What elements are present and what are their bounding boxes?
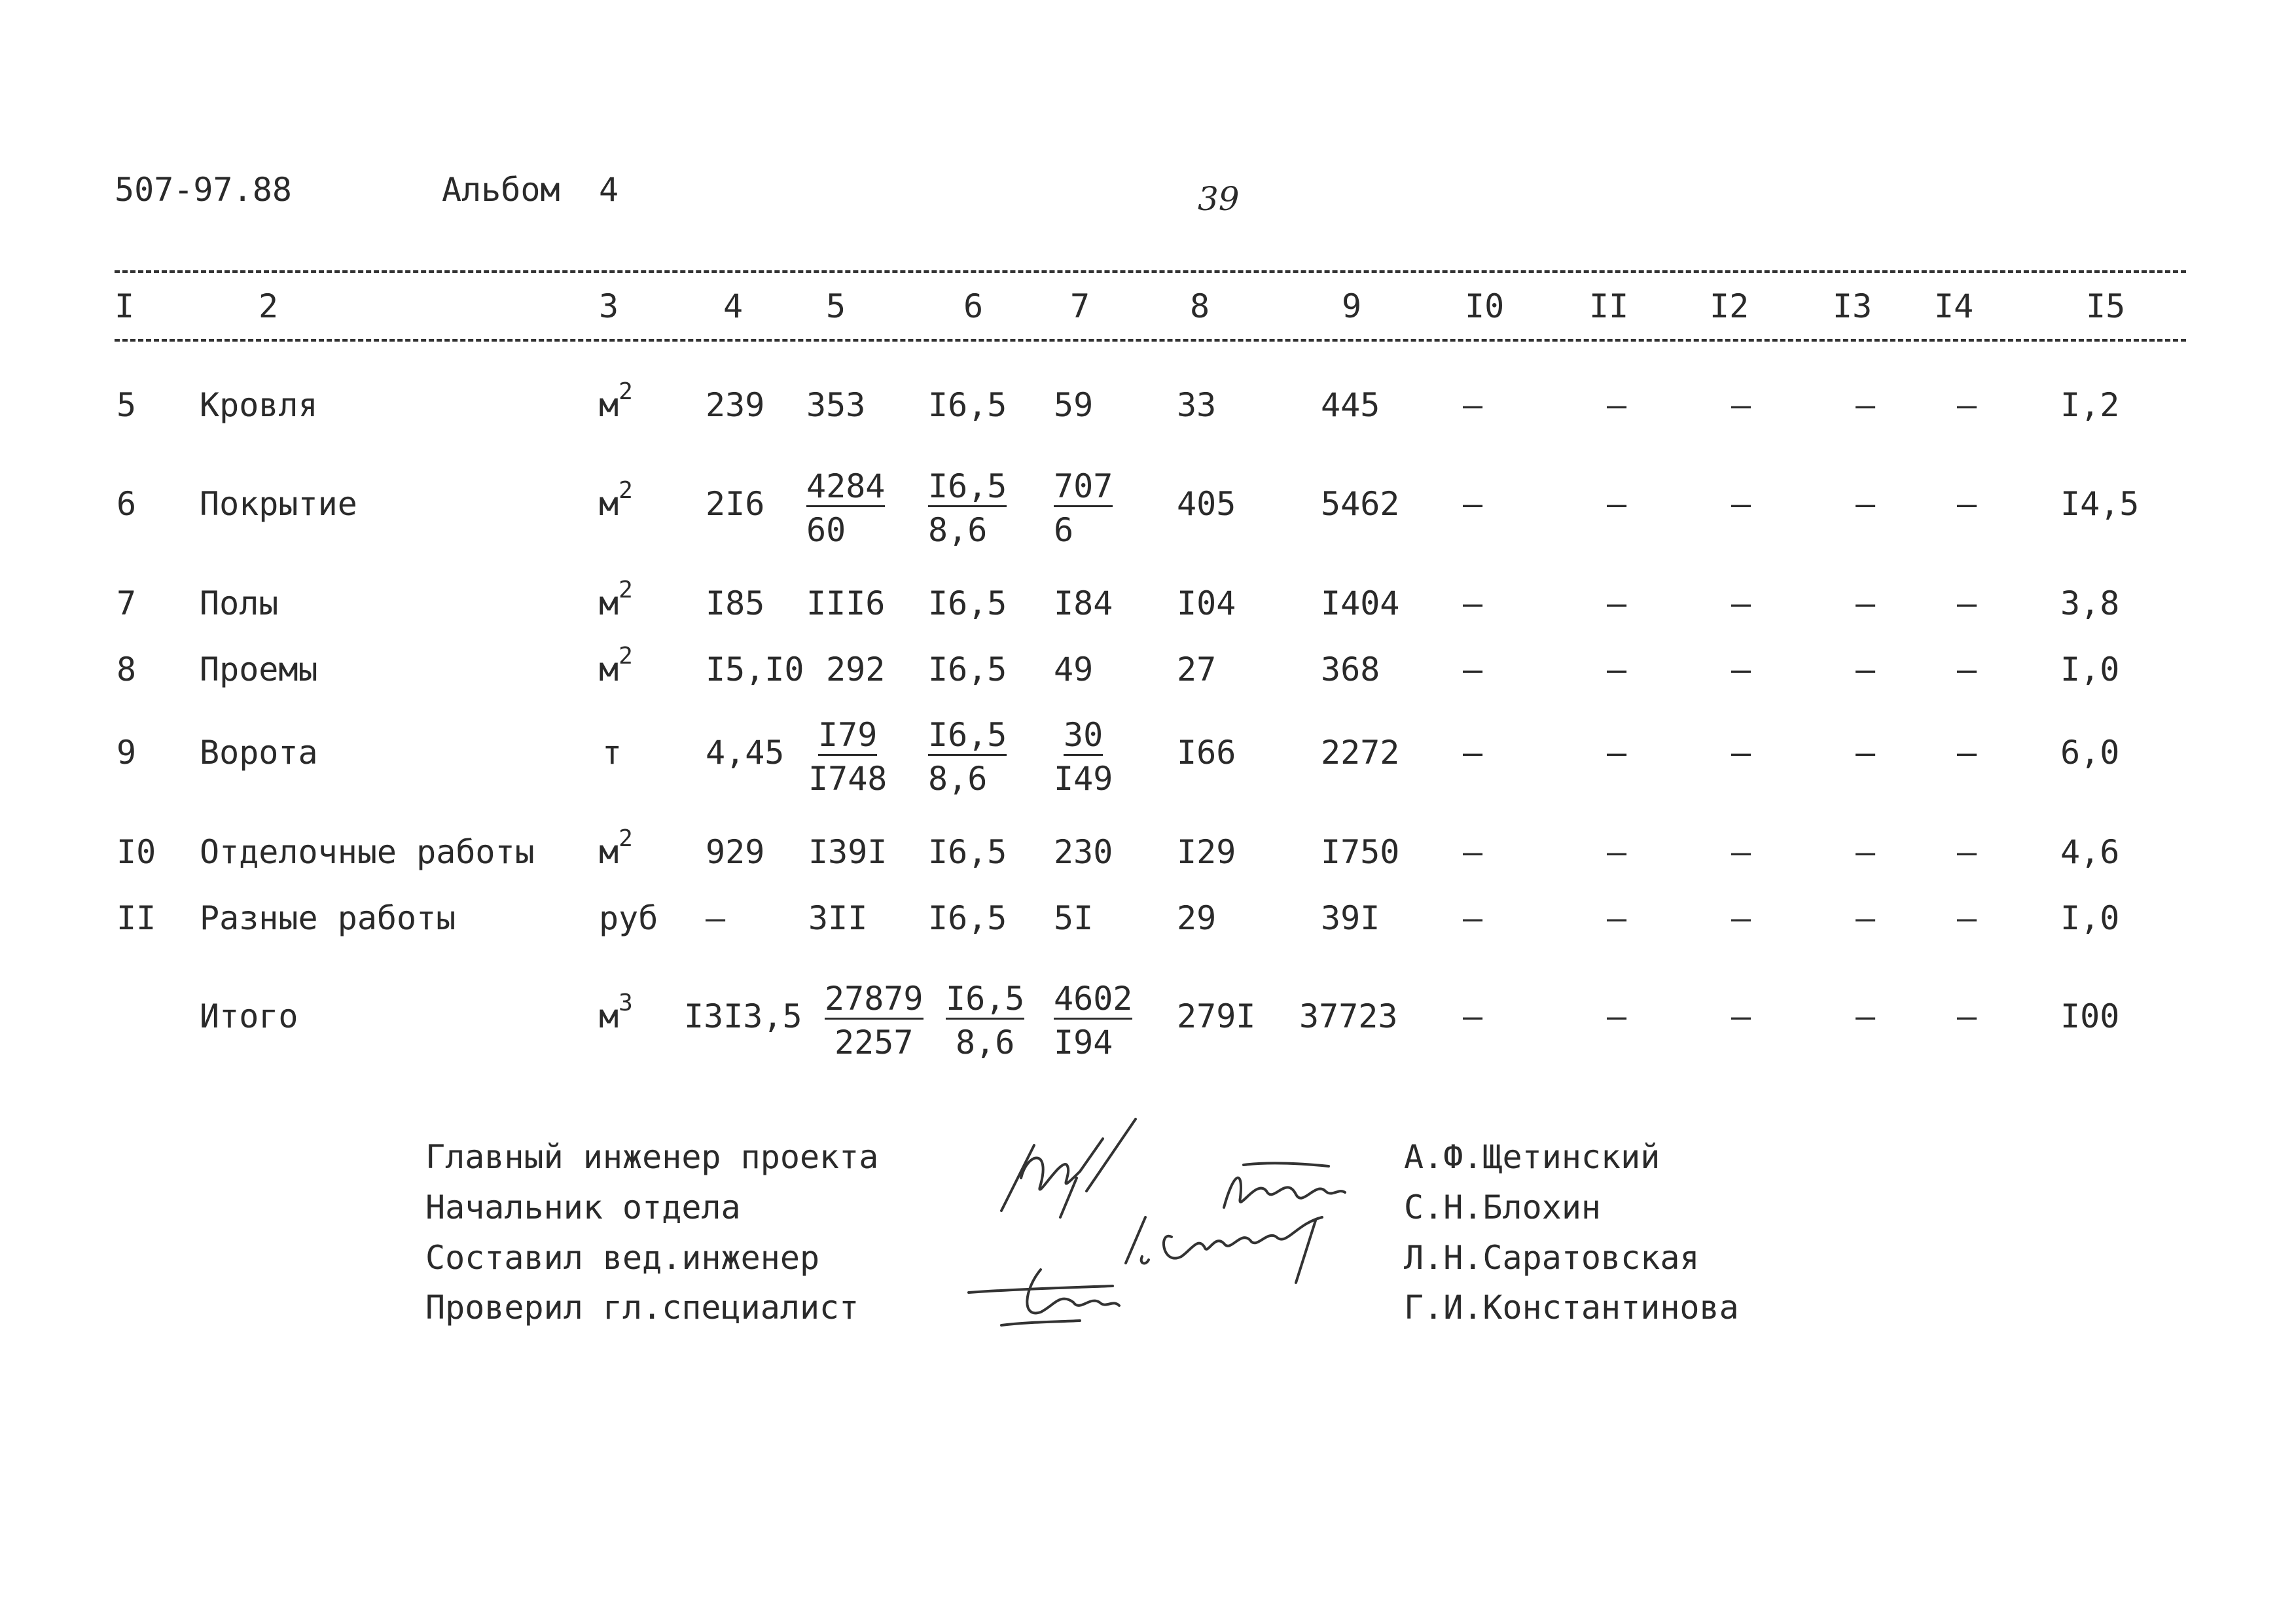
cell-c7-fraction [1054, 716, 1113, 798]
cell-c15: 3,8 [2060, 584, 2120, 622]
row-number: 7 [117, 584, 137, 622]
cell-c15: I,0 [2060, 651, 2120, 688]
cell-c12: – [1731, 485, 1751, 523]
cell-c7-fraction [1054, 982, 1132, 1059]
cell-c4: I5,I0 [706, 651, 804, 688]
row-name: Отделочные работы [200, 833, 535, 871]
document-code: 507-97.88 [115, 171, 292, 209]
col-header-11: II [1589, 287, 1629, 325]
col-header-13: I3 [1833, 287, 1873, 325]
fraction-numerator: 707 [1054, 470, 1113, 507]
col-header-4: 4 [723, 287, 744, 325]
row-unit: т [602, 734, 622, 772]
col-header-3: 3 [599, 287, 619, 325]
cell-c6: I6,5 [928, 833, 1007, 871]
col-header-12: I2 [1710, 287, 1749, 325]
row-number: II [117, 899, 156, 937]
cell-c10: – [1463, 899, 1483, 937]
col-header-9: 9 [1342, 287, 1362, 325]
signer-role: Составил вед.инженер [425, 1239, 820, 1277]
cell-c6-fraction [946, 982, 1024, 1059]
row-number: 6 [117, 485, 137, 523]
fraction-denominator: 8,6 [928, 760, 988, 798]
cell-c5: 292 [826, 651, 886, 688]
col-header-14: I4 [1934, 287, 1974, 325]
fraction-denominator: 8,6 [928, 511, 988, 549]
fraction-numerator: 27879 [825, 982, 924, 1020]
cell-c5-fraction [806, 467, 886, 549]
cell-c8: I66 [1177, 734, 1236, 772]
cell-c8: I29 [1177, 833, 1236, 871]
cell-c14: – [1957, 997, 1977, 1035]
fraction-denominator: 6 [1054, 511, 1074, 549]
row-name: Полы [200, 584, 279, 622]
cell-c8: 27 [1177, 651, 1217, 688]
cell-c10: – [1463, 386, 1483, 424]
fraction-denominator: I748 [808, 760, 888, 798]
col-header-7: 7 [1070, 287, 1090, 325]
cell-c14: – [1957, 899, 1977, 937]
cell-c13: – [1856, 899, 1876, 937]
cell-c7: 49 [1054, 651, 1094, 688]
cell-c14: – [1957, 386, 1977, 424]
cell-c15: I,0 [2060, 899, 2120, 937]
cell-c8: 405 [1177, 485, 1236, 523]
cell-c5: 353 [806, 386, 866, 424]
fraction-denominator: I49 [1054, 760, 1113, 798]
cell-c11: – [1607, 584, 1627, 622]
cell-c7: I84 [1054, 584, 1113, 622]
row-number: I0 [117, 833, 156, 871]
cell-c8: 33 [1177, 386, 1217, 424]
col-header-6: 6 [963, 287, 984, 325]
cell-c7-fraction [1054, 467, 1113, 549]
signature-scribble-chief-specialist [962, 1257, 1145, 1335]
cell-c13: – [1856, 734, 1876, 772]
cell-c13: – [1856, 584, 1876, 622]
cell-c12: – [1731, 651, 1751, 688]
cell-c8: 29 [1177, 899, 1217, 937]
cell-c11: – [1607, 485, 1627, 523]
cell-c15: I,2 [2060, 386, 2120, 424]
cell-c11: – [1607, 997, 1627, 1035]
cell-c4: 239 [706, 386, 765, 424]
fraction-denominator: 60 [806, 511, 846, 549]
row-unit: $м^2$ [599, 825, 633, 871]
cell-c14: – [1957, 833, 1977, 871]
col-header-10: I0 [1465, 287, 1505, 325]
row-number: 8 [117, 651, 137, 688]
cell-c15: I4,5 [2060, 485, 2140, 523]
cell-c9: 368 [1321, 651, 1380, 688]
cell-c11: – [1607, 899, 1627, 937]
row-number: 5 [117, 386, 137, 424]
cell-c15: 4,6 [2060, 833, 2120, 871]
signer-role: Главный инженер проекта [425, 1138, 879, 1176]
signer-role: Начальник отдела [425, 1188, 741, 1226]
cell-c5: 3II [808, 899, 868, 937]
cell-c15: 6,0 [2060, 734, 2120, 772]
cell-c10: – [1463, 997, 1483, 1035]
cell-c15: I00 [2060, 997, 2120, 1035]
cell-c10: – [1463, 485, 1483, 523]
fraction-denominator: I94 [1054, 1024, 1113, 1061]
cell-c4: I85 [706, 584, 765, 622]
fraction-denominator: 2257 [834, 1024, 914, 1061]
row-name: Проемы [200, 651, 318, 688]
fraction-numerator: I6,5 [928, 470, 1007, 507]
cell-c9: 37723 [1299, 997, 1398, 1035]
cell-c10: – [1463, 833, 1483, 871]
fraction-denominator: 8,6 [956, 1024, 1015, 1061]
cell-c8: 279I [1177, 997, 1256, 1035]
album-label: Альбом [442, 171, 560, 209]
cell-c11: – [1607, 651, 1627, 688]
row-number: 9 [117, 734, 137, 772]
cell-c6: I6,5 [928, 584, 1007, 622]
col-header-8: 8 [1190, 287, 1210, 325]
cell-c12: – [1731, 584, 1751, 622]
col-header-1: I [115, 287, 135, 325]
cell-c13: – [1856, 485, 1876, 523]
col-header-2: 2 [259, 287, 279, 325]
cell-c11: – [1607, 386, 1627, 424]
page-number: 39 [1198, 180, 1240, 218]
cell-c13: – [1856, 997, 1876, 1035]
signer-name: Г.И.Константинова [1404, 1289, 1739, 1327]
cell-c13: – [1856, 651, 1876, 688]
signer-name: А.Ф.Щетинский [1404, 1138, 1660, 1176]
signer-role: Проверил гл.специалист [425, 1289, 859, 1327]
cell-c11: – [1607, 734, 1627, 772]
cell-c13: – [1856, 386, 1876, 424]
cell-c4: 929 [706, 833, 765, 871]
cell-c10: – [1463, 734, 1483, 772]
fraction-numerator: 4284 [806, 470, 885, 507]
row-unit: $м^2$ [599, 577, 633, 622]
row-unit: руб [599, 899, 658, 937]
row-name: Ворота [200, 734, 318, 772]
fraction-numerator: I6,5 [928, 719, 1007, 756]
cell-c5-fraction [808, 716, 888, 798]
fraction-numerator: 30 [1064, 719, 1103, 756]
row-unit: $м^2$ [599, 378, 633, 424]
signature-scribble-chief-engineer [988, 1113, 1172, 1224]
row-unit: $м^3$ [599, 990, 633, 1035]
fraction-numerator: I79 [818, 719, 877, 756]
cell-c9: I404 [1321, 584, 1400, 622]
cell-c12: – [1731, 833, 1751, 871]
row-unit: $м^2$ [599, 477, 633, 523]
cell-c12: – [1731, 899, 1751, 937]
fraction-numerator: I6,5 [946, 982, 1024, 1020]
cell-c14: – [1957, 651, 1977, 688]
cell-c9: 2272 [1321, 734, 1400, 772]
cell-c4: – [706, 899, 726, 937]
cell-c6: I6,5 [928, 899, 1007, 937]
signer-name: Л.Н.Саратовская [1404, 1239, 1700, 1277]
row-name: Покрытие [200, 485, 357, 523]
header-rule-bottom [115, 339, 2186, 342]
row-name: Разные работы [200, 899, 456, 937]
cell-c4: I3I3,5 [684, 997, 802, 1035]
row-name: Итого [200, 997, 298, 1035]
cell-c7: 59 [1054, 386, 1094, 424]
cell-c11: – [1607, 833, 1627, 871]
cell-c4: 4,45 [706, 734, 785, 772]
row-name: Кровля [200, 386, 318, 424]
cell-c13: – [1856, 833, 1876, 871]
cell-c7: 230 [1054, 833, 1113, 871]
album-number: 4 [599, 171, 619, 209]
fraction-numerator: 4602 [1054, 982, 1132, 1020]
cell-c5: I39I [808, 833, 888, 871]
cell-c14: – [1957, 734, 1977, 772]
cell-c9: 39I [1321, 899, 1380, 937]
cell-c6: I6,5 [928, 651, 1007, 688]
cell-c8: I04 [1177, 584, 1236, 622]
cell-c5-fraction [825, 982, 924, 1059]
cell-c10: – [1463, 651, 1483, 688]
cell-c12: – [1731, 386, 1751, 424]
signer-name: С.Н.Блохин [1404, 1188, 1602, 1226]
row-unit: $м^2$ [599, 643, 633, 688]
cell-c14: – [1957, 584, 1977, 622]
col-header-5: 5 [826, 287, 846, 325]
cell-c10: – [1463, 584, 1483, 622]
cell-c4: 2I6 [706, 485, 765, 523]
cell-c6: I6,5 [928, 386, 1007, 424]
header-rule-top [115, 270, 2186, 273]
cell-c14: – [1957, 485, 1977, 523]
cell-c5: III6 [806, 584, 886, 622]
cell-c6-fraction [928, 467, 1007, 549]
cell-c6-fraction [928, 716, 1007, 798]
cell-c7: 5I [1054, 899, 1094, 937]
col-header-15: I5 [2086, 287, 2126, 325]
cell-c12: – [1731, 734, 1751, 772]
cell-c9: 445 [1321, 386, 1380, 424]
cell-c9: I750 [1321, 833, 1400, 871]
cell-c12: – [1731, 997, 1751, 1035]
cell-c9: 5462 [1321, 485, 1400, 523]
